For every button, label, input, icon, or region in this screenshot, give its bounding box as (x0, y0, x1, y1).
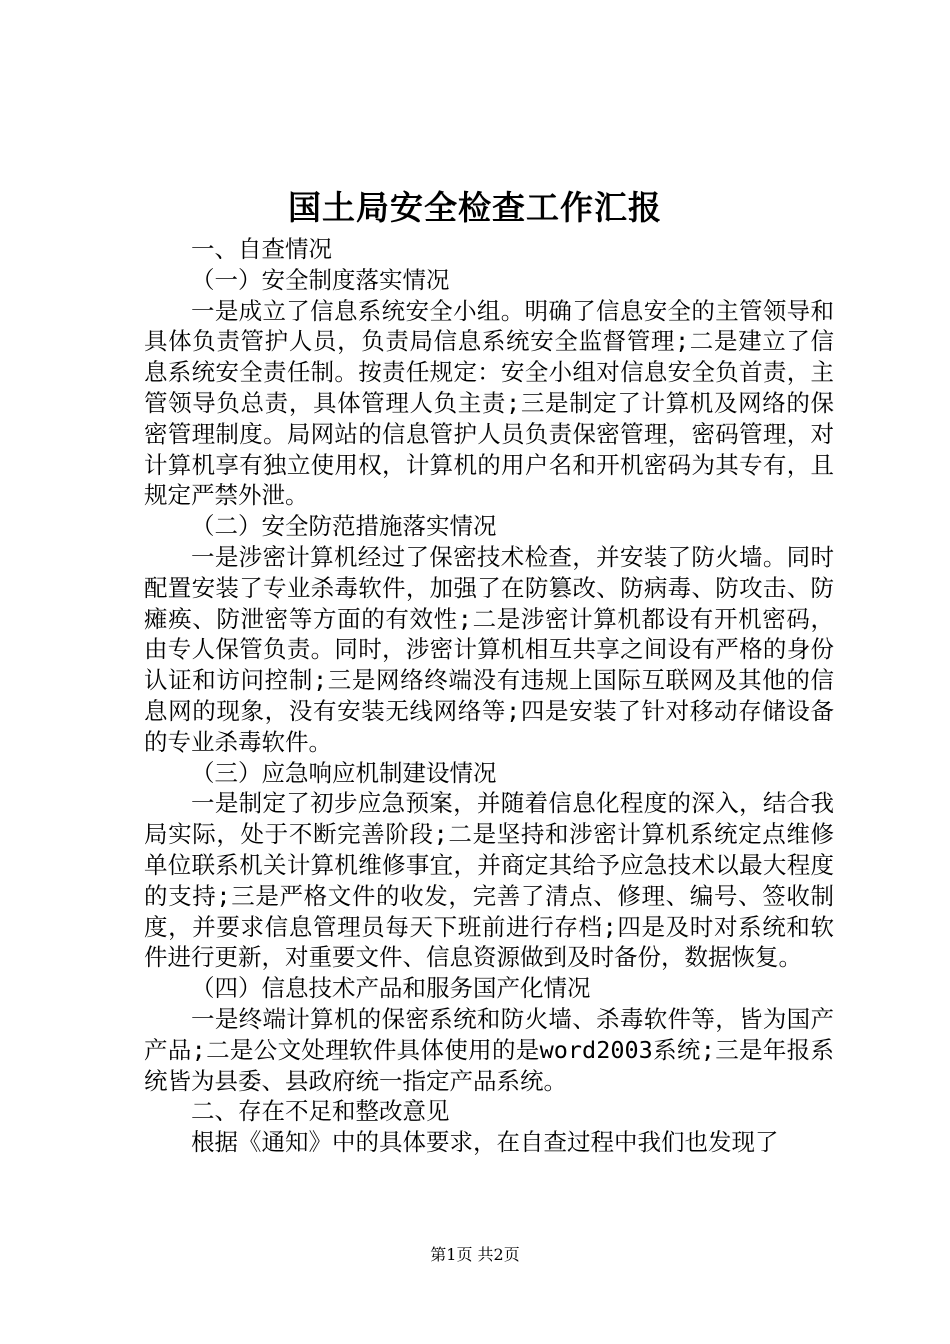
body-paragraph: 根据《通知》中的具体要求，在自查过程中我们也发现了 (191, 1128, 779, 1157)
subsection-heading: （三）应急响应机制建设情况 (191, 758, 497, 787)
body-paragraph: 一是成立了信息系统安全小组。明确了信息安全的主管领导和具体负责管护人员，负责局信息系统安全监督管理;二是建立了信息系统安全责任制。按责任规定：安全小组对信息安全负首责，主管领导负总责，具体管理人负主责;三是制定了计算机及网络的保密管理制度。局网站的信息管护人员负责保密管理，密码管理，对计算机享有独立使用权，计算机的用户名和开机密码为其专有，且规定严禁外泄。 (144, 296, 834, 510)
document-body (144, 234, 834, 1158)
body-paragraph: 一是终端计算机的保密系统和防火墙、杀毒软件等，皆为国产产品;二是公文处理软件具体使用的是word2003系统;三是年报系统皆为县委、县政府统一指定产品系统。 (144, 1004, 834, 1095)
document-title: 国土局安全检查工作汇报 (288, 188, 662, 227)
section-heading: 一、自查情况 (191, 235, 332, 263)
subsection-heading: （二）安全防范措施落实情况 (191, 512, 497, 541)
page-footer: 第1页 共2页 (430, 1245, 520, 1264)
subsection-heading: （一）安全制度落实情况 (191, 265, 450, 294)
subsection-heading: （四）信息技术产品和服务国产化情况 (191, 974, 591, 1003)
body-paragraph: 一是涉密计算机经过了保密技术检查，并安装了防火墙。同时配置安装了专业杀毒软件，加强了在防篡改、防病毒、防攻击、防瘫痪、防泄密等方面的有效性;二是涉密计算机都设有开机密码，由专人保管负责。同时，涉密计算机相互共享之间设有严格的身份认证和访问控制;三是网络终端没有违规上国际互联网及其他的信息网的现象，没有安装无线网络等;四是安装了针对移动存储设备的专业杀毒软件。 (144, 542, 834, 756)
section-heading: 二、存在不足和整改意见 (191, 1097, 450, 1126)
body-paragraph: 一是制定了初步应急预案，并随着信息化程度的深入，结合我局实际，处于不断完善阶段;二是坚持和涉密计算机系统定点维修单位联系机关计算机维修事宜，并商定其给予应急技术以最大程度的支持;三是严格文件的收发，完善了清点、修理、编号、签收制度，并要求信息管理员每天下班前进行存档;四是及时对系统和软件进行更新，对重要文件、信息资源做到及时备份，数据恢复。 (144, 789, 834, 972)
